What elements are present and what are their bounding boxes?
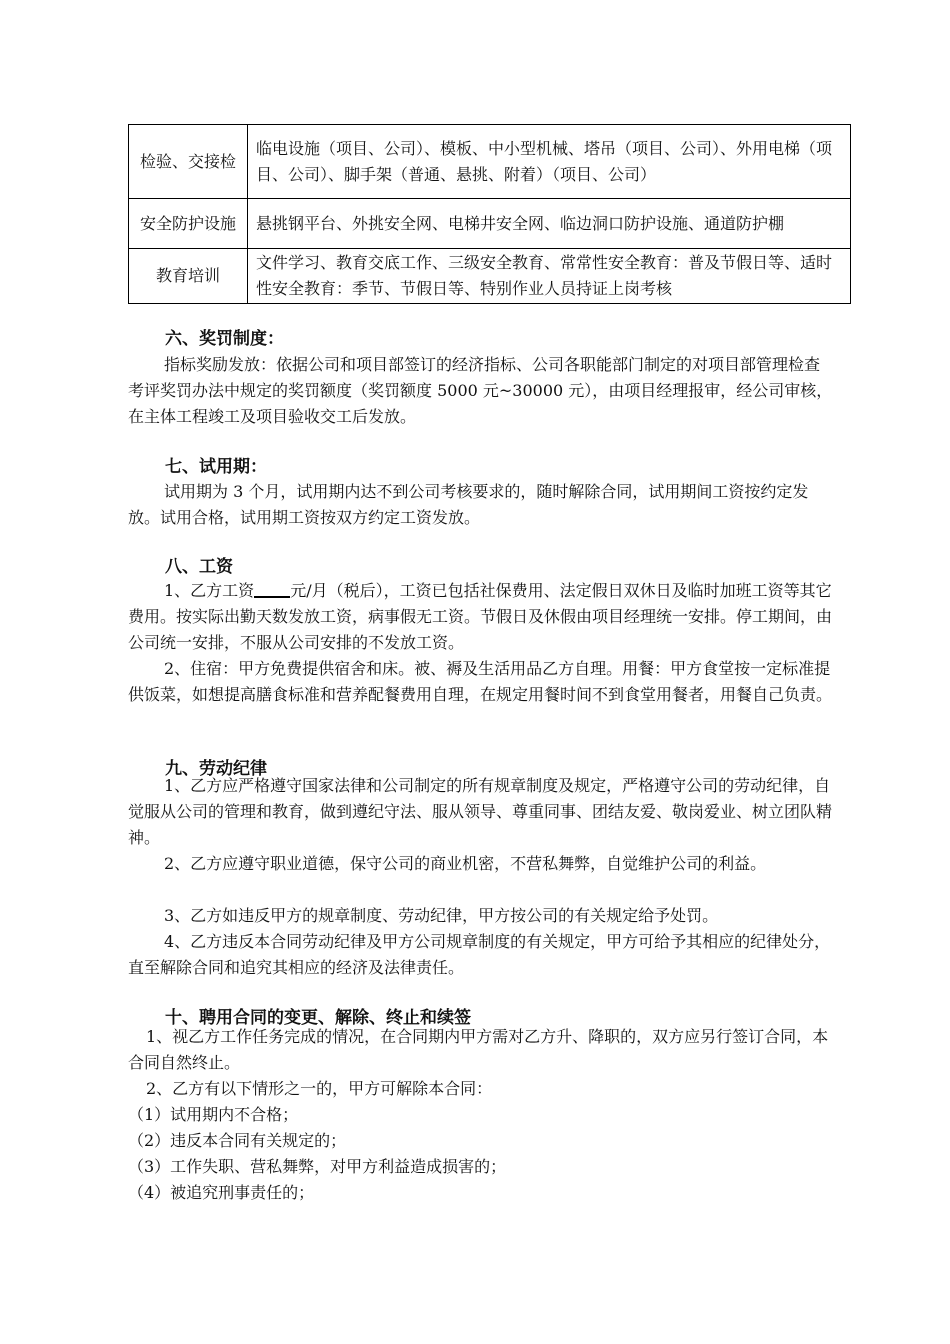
paragraph: 1、乙方应严格遵守国家法律和公司制定的所有规章制度及规定，严格遵守公司的劳动纪律，自觉服从公司的管理和教育，做到遵纪守法、服从领导、尊重同事、团结友爱、敬岗爱业、树立团队精神。: [128, 776, 833, 847]
paragraph: 1、视乙方工作任务完成的情况，在合同期内甲方需对乙方升、降职的，双方应另行签订合同，本合同自然终止。: [128, 1027, 829, 1072]
paragraph: [128, 578, 833, 656]
safety-table: [128, 124, 851, 304]
table-cell-label: 教育培训: [129, 249, 248, 304]
list-item: （3）工作失职、营私舞弊，对甲方利益造成损害的；: [128, 1157, 507, 1176]
section-heading: 七、试用期：: [165, 457, 267, 477]
table-cell-value: 文件学习、教育交底工作、三级安全教育、常常性安全教育：普及节假日等、适时性安全教育：季节、节假日等、特别作业人员持证上岗考核: [248, 249, 851, 304]
list-item: （2）违反本合同有关规定的；: [128, 1131, 347, 1150]
table-cell-label: 检验、交接检: [129, 125, 248, 199]
table-cell-value: 悬挑钢平台、外挑安全网、电梯井安全网、临边洞口防护设施、通道防护棚: [248, 199, 851, 249]
section-heading: 八、工资: [165, 557, 233, 577]
salary-text: 元/月（税后），工资已包括社保费用、法定假日双休日及临时加班工资等其它费用。按实际出勤天数发放工资，病事假无工资。节假日及休假由项目经理统一安排。停工期间，由公司统一安排，不服从公司安排的不发放工资。: [128, 581, 833, 652]
list-item: 2、乙方有以下情形之一的，甲方可解除本合同：: [146, 1079, 493, 1098]
section-heading: 六、奖罚制度：: [165, 329, 284, 349]
table-cell-label: 安全防护设施: [129, 199, 248, 249]
paragraph: 指标奖励发放：依据公司和项目部签订的经济指标、公司各职能部门制定的对项目部管理检查考评奖罚办法中规定的奖罚额度（奖罚额度 5000 元~30000 元），由项目经理报审，经公司审核，在主体工程竣工及项目验收交工后发放。: [128, 355, 833, 426]
paragraph: 2、乙方应遵守职业道德，保守公司的商业机密，不营私舞弊，自觉维护公司的利益。: [164, 854, 767, 873]
paragraph: 4、乙方违反本合同劳动纪律及甲方公司规章制度的有关规定，甲方可给予其相应的纪律处分，直至解除合同和追究其相应的经济及法律责任。: [128, 932, 831, 977]
paragraph: 试用期为 3 个月，试用期内达不到公司考核要求的，随时解除合同，试用期间工资按约定发放。试用合格，试用期工资按双方约定工资发放。: [128, 482, 809, 527]
salary-blank: [254, 578, 290, 598]
table-cell-value: 临电设施（项目、公司）、模板、中小型机械、塔吊（项目、公司）、外用电梯（项目、公司）、脚手架（普通、悬挑、附着）（项目、公司）: [248, 125, 851, 199]
list-item: （1）试用期内不合格；: [128, 1105, 299, 1124]
list-item: （4）被追究刑事责任的；: [128, 1183, 315, 1202]
table-row: [129, 125, 851, 199]
paragraph: 2、住宿：甲方免费提供宿舍和床。被、褥及生活用品乙方自理。用餐：甲方食堂按一定标准提供饭菜，如想提高膳食标准和营养配餐费用自理，在规定用餐时间不到食堂用餐者，用餐自己负责。: [128, 659, 833, 704]
table-row: [129, 199, 851, 249]
paragraph: 3、乙方如违反甲方的规章制度、劳动纪律，甲方按公司的有关规定给予处罚。: [164, 906, 719, 925]
section-heading: 十、聘用合同的变更、解除、终止和续签: [165, 1008, 471, 1028]
section-heading: 九、劳动纪律: [165, 759, 267, 779]
salary-label: 1、乙方工资: [164, 581, 255, 600]
table-row: [129, 249, 851, 304]
